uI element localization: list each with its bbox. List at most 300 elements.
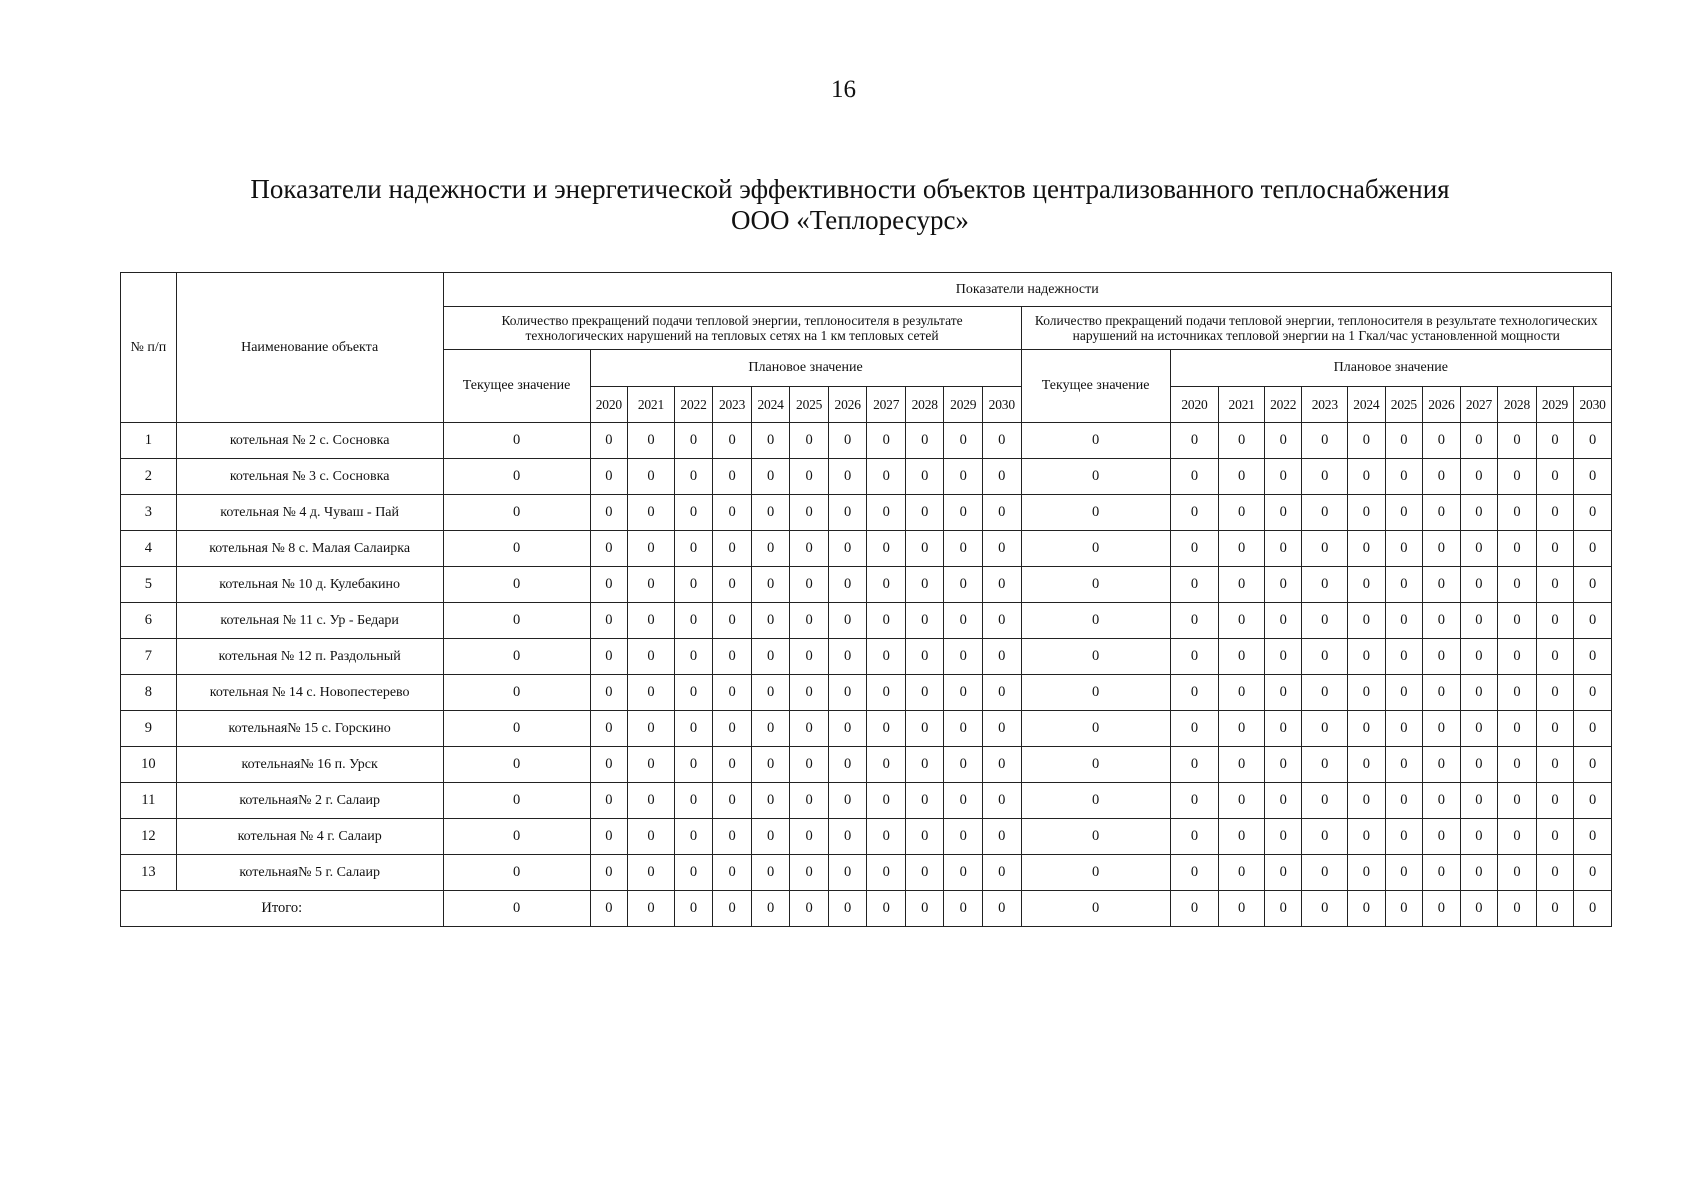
row-s1-planned-value: 0 [674, 675, 713, 711]
row-s2-planned-value: 0 [1536, 567, 1574, 603]
row-s2-current: 0 [1021, 711, 1170, 747]
row-s2-planned-value: 0 [1219, 567, 1265, 603]
row-s1-planned-value: 0 [674, 855, 713, 891]
row-s2-planned-value: 0 [1574, 747, 1612, 783]
row-s1-planned-value: 0 [751, 567, 790, 603]
row-s1-planned-value: 0 [944, 855, 983, 891]
header-s1-year: 2023 [713, 387, 752, 423]
header-s1-year: 2020 [590, 387, 628, 423]
row-s2-planned-value: 0 [1170, 747, 1219, 783]
row-s2-planned-value: 0 [1536, 819, 1574, 855]
row-number: 1 [121, 423, 177, 459]
row-s1-planned-value: 0 [590, 783, 628, 819]
row-s1-planned-value: 0 [828, 711, 867, 747]
row-s1-planned-value: 0 [674, 567, 713, 603]
row-s2-planned-value: 0 [1348, 819, 1386, 855]
row-s1-planned-value: 0 [983, 495, 1022, 531]
row-s2-planned-value: 0 [1170, 531, 1219, 567]
row-s1-planned-value: 0 [905, 423, 944, 459]
row-s2-planned-value: 0 [1460, 819, 1498, 855]
row-s2-planned-value: 0 [1460, 675, 1498, 711]
table-header [121, 273, 1612, 423]
row-s2-planned-value: 0 [1302, 459, 1348, 495]
page-number: 16 [831, 76, 856, 103]
row-s1-planned-value: 0 [590, 603, 628, 639]
row-s1-planned-value: 0 [944, 639, 983, 675]
row-s2-planned-value: 0 [1574, 711, 1612, 747]
row-s1-planned-value: 0 [790, 639, 829, 675]
row-s2-planned-value: 0 [1536, 855, 1574, 891]
header-number: № п/п [121, 273, 177, 423]
row-s2-planned-value: 0 [1460, 639, 1498, 675]
row-s1-planned-value: 0 [590, 855, 628, 891]
row-s2-planned-value: 0 [1264, 855, 1302, 891]
row-s2-planned-value: 0 [1302, 747, 1348, 783]
row-s2-planned-value: 0 [1423, 567, 1461, 603]
row-object-name: котельная№ 5 г. Салаир [176, 855, 443, 891]
row-s1-planned-value: 0 [674, 747, 713, 783]
row-s1-planned-value: 0 [628, 459, 675, 495]
row-s1-current: 0 [443, 495, 590, 531]
row-s2-planned-value: 0 [1536, 531, 1574, 567]
row-s1-planned-value: 0 [751, 855, 790, 891]
row-s2-planned-value: 0 [1460, 603, 1498, 639]
row-s1-planned-value: 0 [751, 459, 790, 495]
row-object-name: котельная № 3 с. Сосновка [176, 459, 443, 495]
row-s2-planned-value: 0 [1219, 639, 1265, 675]
row-s1-planned-value: 0 [983, 531, 1022, 567]
row-s1-planned-value: 0 [983, 603, 1022, 639]
row-s2-current: 0 [1021, 819, 1170, 855]
row-s2-planned-value: 0 [1536, 783, 1574, 819]
row-object-name: котельная № 10 д. Кулебакино [176, 567, 443, 603]
row-s1-planned-value: 0 [944, 747, 983, 783]
row-s2-planned-value: 0 [1574, 855, 1612, 891]
row-s2-planned-value: 0 [1385, 603, 1423, 639]
row-s1-planned-value: 0 [867, 639, 906, 675]
row-s2-planned-value: 0 [1460, 567, 1498, 603]
total-row [121, 891, 1612, 927]
row-s2-planned-value: 0 [1574, 675, 1612, 711]
row-object-name: котельная№ 15 с. Горскино [176, 711, 443, 747]
row-s1-planned-value: 0 [713, 603, 752, 639]
row-s1-planned-value: 0 [867, 495, 906, 531]
row-s1-planned-value: 0 [790, 783, 829, 819]
row-s1-planned-value: 0 [867, 747, 906, 783]
row-s1-planned-value: 0 [790, 819, 829, 855]
row-s2-planned-value: 0 [1460, 495, 1498, 531]
table-row [121, 531, 1612, 567]
row-number: 13 [121, 855, 177, 891]
row-object-name: котельная№ 2 г. Салаир [176, 783, 443, 819]
row-s2-current: 0 [1021, 855, 1170, 891]
row-number: 10 [121, 747, 177, 783]
header-s2-year: 2029 [1536, 387, 1574, 423]
row-s1-planned-value: 0 [867, 423, 906, 459]
row-s1-planned-value: 0 [713, 819, 752, 855]
total-s1-planned-value: 0 [713, 891, 752, 927]
title-line-2: ООО «Теплоресурс» [731, 205, 969, 235]
row-s1-planned-value: 0 [867, 567, 906, 603]
row-s1-current: 0 [443, 423, 590, 459]
row-s1-planned-value: 0 [905, 747, 944, 783]
header-s1-planned: Плановое значение [590, 350, 1021, 387]
table-row [121, 747, 1612, 783]
row-s1-planned-value: 0 [944, 459, 983, 495]
row-s2-planned-value: 0 [1536, 459, 1574, 495]
total-s2-planned-value: 0 [1498, 891, 1537, 927]
row-s1-current: 0 [443, 603, 590, 639]
row-s2-planned-value: 0 [1264, 639, 1302, 675]
document-title [180, 174, 1520, 236]
row-s1-planned-value: 0 [828, 423, 867, 459]
row-s2-planned-value: 0 [1536, 747, 1574, 783]
total-s1-planned-value: 0 [674, 891, 713, 927]
row-s1-current: 0 [443, 783, 590, 819]
row-s1-planned-value: 0 [828, 603, 867, 639]
header-s2-year: 2025 [1385, 387, 1423, 423]
row-s1-planned-value: 0 [983, 675, 1022, 711]
row-s1-planned-value: 0 [628, 855, 675, 891]
row-s1-planned-value: 0 [944, 675, 983, 711]
row-s1-planned-value: 0 [905, 603, 944, 639]
row-s1-planned-value: 0 [590, 567, 628, 603]
row-s2-planned-value: 0 [1219, 495, 1265, 531]
row-s1-planned-value: 0 [713, 423, 752, 459]
row-number: 8 [121, 675, 177, 711]
row-object-name: котельная№ 16 п. Урск [176, 747, 443, 783]
row-s1-planned-value: 0 [867, 603, 906, 639]
total-s2-current: 0 [1021, 891, 1170, 927]
row-s2-planned-value: 0 [1498, 639, 1537, 675]
row-object-name: котельная № 4 д. Чуваш - Пай [176, 495, 443, 531]
header-s2-year: 2023 [1302, 387, 1348, 423]
row-number: 9 [121, 711, 177, 747]
row-s2-planned-value: 0 [1348, 783, 1386, 819]
total-s2-planned-value: 0 [1423, 891, 1461, 927]
row-s1-planned-value: 0 [828, 567, 867, 603]
row-s2-current: 0 [1021, 783, 1170, 819]
total-s2-planned-value: 0 [1348, 891, 1386, 927]
row-s2-planned-value: 0 [1302, 567, 1348, 603]
row-s2-current: 0 [1021, 459, 1170, 495]
row-s2-planned-value: 0 [1302, 711, 1348, 747]
row-s2-planned-value: 0 [1302, 819, 1348, 855]
row-s1-planned-value: 0 [628, 567, 675, 603]
row-s2-planned-value: 0 [1460, 855, 1498, 891]
table-row [121, 603, 1612, 639]
row-s2-planned-value: 0 [1574, 819, 1612, 855]
total-s2-planned-value: 0 [1536, 891, 1574, 927]
row-s2-planned-value: 0 [1348, 531, 1386, 567]
row-s1-planned-value: 0 [674, 639, 713, 675]
header-section-networks: Количество прекращений подачи тепловой энергии, теплоносителя в результате технологических нарушений на тепловых сетях на 1 км тепловых сетей [443, 307, 1021, 350]
row-s2-planned-value: 0 [1423, 639, 1461, 675]
row-s2-current: 0 [1021, 567, 1170, 603]
row-s2-current: 0 [1021, 495, 1170, 531]
header-s2-year: 2022 [1264, 387, 1302, 423]
row-s2-planned-value: 0 [1498, 747, 1537, 783]
row-s2-planned-value: 0 [1385, 819, 1423, 855]
row-s2-planned-value: 0 [1460, 747, 1498, 783]
table-row [121, 855, 1612, 891]
row-s1-planned-value: 0 [628, 747, 675, 783]
row-s2-planned-value: 0 [1348, 495, 1386, 531]
row-s1-planned-value: 0 [590, 675, 628, 711]
row-s2-planned-value: 0 [1348, 747, 1386, 783]
row-s1-planned-value: 0 [628, 531, 675, 567]
row-s2-planned-value: 0 [1574, 423, 1612, 459]
header-s1-year: 2025 [790, 387, 829, 423]
row-s2-planned-value: 0 [1536, 423, 1574, 459]
row-s2-planned-value: 0 [1348, 567, 1386, 603]
row-s1-planned-value: 0 [867, 459, 906, 495]
row-s1-planned-value: 0 [983, 423, 1022, 459]
row-s1-planned-value: 0 [713, 747, 752, 783]
row-s2-planned-value: 0 [1264, 459, 1302, 495]
row-s1-planned-value: 0 [590, 423, 628, 459]
row-object-name: котельная № 8 с. Малая Салаирка [176, 531, 443, 567]
row-s1-planned-value: 0 [790, 603, 829, 639]
row-s2-planned-value: 0 [1385, 423, 1423, 459]
row-s1-planned-value: 0 [751, 423, 790, 459]
table-row [121, 459, 1612, 495]
row-s2-planned-value: 0 [1170, 423, 1219, 459]
total-s1-planned-value: 0 [828, 891, 867, 927]
row-s2-planned-value: 0 [1423, 711, 1461, 747]
row-s1-planned-value: 0 [905, 783, 944, 819]
row-s2-planned-value: 0 [1219, 531, 1265, 567]
row-s2-planned-value: 0 [1498, 567, 1537, 603]
row-s2-planned-value: 0 [1460, 459, 1498, 495]
row-s1-planned-value: 0 [983, 459, 1022, 495]
row-s1-planned-value: 0 [790, 855, 829, 891]
row-s2-planned-value: 0 [1423, 855, 1461, 891]
row-s2-planned-value: 0 [1385, 855, 1423, 891]
row-s1-planned-value: 0 [590, 819, 628, 855]
row-s2-planned-value: 0 [1423, 675, 1461, 711]
row-s1-current: 0 [443, 639, 590, 675]
row-number: 5 [121, 567, 177, 603]
header-section-sources: Количество прекращений подачи тепловой энергии, теплоносителя в результате технологических нарушений на источниках тепловой энергии на 1 Гкал/час установленной мощности [1021, 307, 1611, 350]
row-s2-planned-value: 0 [1385, 567, 1423, 603]
row-s1-planned-value: 0 [628, 783, 675, 819]
row-s2-planned-value: 0 [1574, 783, 1612, 819]
row-s1-planned-value: 0 [790, 711, 829, 747]
reliability-table [120, 272, 1612, 927]
row-s1-current: 0 [443, 675, 590, 711]
header-s1-year: 2029 [944, 387, 983, 423]
row-s2-planned-value: 0 [1219, 855, 1265, 891]
title-line-1: Показатели надежности и энергетической эффективности объектов централизованного теплоснабжения [250, 174, 1450, 204]
row-number: 11 [121, 783, 177, 819]
header-s1-current: Текущее значение [443, 350, 590, 423]
header-s2-year: 2027 [1460, 387, 1498, 423]
row-s2-current: 0 [1021, 747, 1170, 783]
row-s1-planned-value: 0 [905, 711, 944, 747]
row-s1-planned-value: 0 [944, 783, 983, 819]
row-s2-planned-value: 0 [1170, 819, 1219, 855]
row-s1-planned-value: 0 [983, 747, 1022, 783]
row-s2-planned-value: 0 [1498, 819, 1537, 855]
row-s2-planned-value: 0 [1498, 459, 1537, 495]
row-s2-planned-value: 0 [1574, 531, 1612, 567]
row-s2-planned-value: 0 [1536, 495, 1574, 531]
row-s2-planned-value: 0 [1219, 819, 1265, 855]
row-s1-planned-value: 0 [713, 855, 752, 891]
row-s2-planned-value: 0 [1302, 531, 1348, 567]
row-s2-planned-value: 0 [1348, 711, 1386, 747]
row-s1-planned-value: 0 [867, 675, 906, 711]
row-s1-planned-value: 0 [674, 531, 713, 567]
row-s2-planned-value: 0 [1170, 783, 1219, 819]
row-s2-planned-value: 0 [1264, 747, 1302, 783]
row-s1-planned-value: 0 [751, 531, 790, 567]
row-s1-planned-value: 0 [713, 495, 752, 531]
row-s1-planned-value: 0 [628, 423, 675, 459]
row-number: 12 [121, 819, 177, 855]
row-s2-planned-value: 0 [1423, 747, 1461, 783]
row-s1-planned-value: 0 [590, 639, 628, 675]
table-row [121, 675, 1612, 711]
row-s1-current: 0 [443, 459, 590, 495]
row-s1-planned-value: 0 [751, 639, 790, 675]
total-s2-planned-value: 0 [1385, 891, 1423, 927]
total-s1-planned-value: 0 [905, 891, 944, 927]
row-s1-planned-value: 0 [628, 639, 675, 675]
table-body [121, 423, 1612, 927]
row-s1-planned-value: 0 [828, 459, 867, 495]
row-s1-planned-value: 0 [628, 675, 675, 711]
row-s1-planned-value: 0 [828, 819, 867, 855]
row-s2-planned-value: 0 [1460, 711, 1498, 747]
total-s1-planned-value: 0 [751, 891, 790, 927]
row-s1-planned-value: 0 [983, 567, 1022, 603]
row-s2-planned-value: 0 [1264, 819, 1302, 855]
header-s2-year: 2026 [1423, 387, 1461, 423]
row-s1-current: 0 [443, 747, 590, 783]
row-s2-planned-value: 0 [1170, 567, 1219, 603]
total-s2-planned-value: 0 [1460, 891, 1498, 927]
table-row [121, 819, 1612, 855]
row-object-name: котельная № 12 п. Раздольный [176, 639, 443, 675]
row-number: 2 [121, 459, 177, 495]
row-s2-planned-value: 0 [1264, 495, 1302, 531]
total-s1-planned-value: 0 [867, 891, 906, 927]
row-s1-planned-value: 0 [713, 783, 752, 819]
row-s1-planned-value: 0 [944, 567, 983, 603]
row-number: 3 [121, 495, 177, 531]
row-s2-planned-value: 0 [1264, 423, 1302, 459]
row-s2-planned-value: 0 [1385, 459, 1423, 495]
row-s1-planned-value: 0 [751, 819, 790, 855]
row-s1-planned-value: 0 [867, 819, 906, 855]
row-object-name: котельная № 11 с. Ур - Бедари [176, 603, 443, 639]
row-s2-current: 0 [1021, 423, 1170, 459]
table-row [121, 711, 1612, 747]
row-s1-planned-value: 0 [674, 459, 713, 495]
row-s2-planned-value: 0 [1302, 675, 1348, 711]
row-s1-planned-value: 0 [790, 495, 829, 531]
row-s1-planned-value: 0 [867, 531, 906, 567]
total-s1-planned-value: 0 [944, 891, 983, 927]
row-s2-planned-value: 0 [1219, 603, 1265, 639]
row-object-name: котельная № 2 с. Сосновка [176, 423, 443, 459]
row-object-name: котельная № 4 г. Салаир [176, 819, 443, 855]
row-s2-planned-value: 0 [1170, 711, 1219, 747]
row-s2-planned-value: 0 [1574, 495, 1612, 531]
header-s1-year: 2027 [867, 387, 906, 423]
row-s2-planned-value: 0 [1264, 567, 1302, 603]
row-s1-planned-value: 0 [828, 855, 867, 891]
row-s2-planned-value: 0 [1302, 495, 1348, 531]
row-s2-planned-value: 0 [1348, 423, 1386, 459]
row-s2-current: 0 [1021, 639, 1170, 675]
total-s1-planned-value: 0 [628, 891, 675, 927]
row-s1-planned-value: 0 [905, 567, 944, 603]
row-s2-planned-value: 0 [1423, 423, 1461, 459]
row-s1-current: 0 [443, 711, 590, 747]
row-s1-planned-value: 0 [751, 783, 790, 819]
row-s1-planned-value: 0 [828, 747, 867, 783]
row-s2-planned-value: 0 [1219, 783, 1265, 819]
row-s2-planned-value: 0 [1302, 783, 1348, 819]
row-s1-planned-value: 0 [713, 675, 752, 711]
row-s2-planned-value: 0 [1219, 747, 1265, 783]
row-s2-planned-value: 0 [1423, 783, 1461, 819]
row-s2-current: 0 [1021, 675, 1170, 711]
row-s2-planned-value: 0 [1264, 675, 1302, 711]
row-s2-current: 0 [1021, 603, 1170, 639]
row-s1-planned-value: 0 [751, 675, 790, 711]
header-s2-year: 2021 [1219, 387, 1265, 423]
row-s2-planned-value: 0 [1460, 783, 1498, 819]
row-s2-planned-value: 0 [1348, 675, 1386, 711]
table-row [121, 639, 1612, 675]
header-reliability-group: Показатели надежности [443, 273, 1611, 307]
row-s2-planned-value: 0 [1302, 423, 1348, 459]
row-s2-planned-value: 0 [1574, 567, 1612, 603]
header-s1-year: 2024 [751, 387, 790, 423]
total-s1-current: 0 [443, 891, 590, 927]
header-s2-planned: Плановое значение [1170, 350, 1611, 387]
row-s2-planned-value: 0 [1170, 459, 1219, 495]
row-s2-planned-value: 0 [1498, 531, 1537, 567]
header-s1-year: 2021 [628, 387, 675, 423]
row-s2-planned-value: 0 [1264, 603, 1302, 639]
row-s1-planned-value: 0 [751, 747, 790, 783]
table-row [121, 495, 1612, 531]
row-s1-planned-value: 0 [674, 495, 713, 531]
header-s2-year: 2028 [1498, 387, 1537, 423]
row-s2-planned-value: 0 [1536, 603, 1574, 639]
row-object-name: котельная № 14 с. Новопестерево [176, 675, 443, 711]
table-row [121, 423, 1612, 459]
row-s1-current: 0 [443, 531, 590, 567]
row-s1-planned-value: 0 [713, 459, 752, 495]
row-s1-planned-value: 0 [905, 855, 944, 891]
row-s2-planned-value: 0 [1385, 531, 1423, 567]
row-number: 6 [121, 603, 177, 639]
row-s2-planned-value: 0 [1302, 603, 1348, 639]
header-s2-year: 2020 [1170, 387, 1219, 423]
row-s1-planned-value: 0 [751, 711, 790, 747]
row-s2-planned-value: 0 [1219, 423, 1265, 459]
row-s1-planned-value: 0 [944, 603, 983, 639]
row-s2-planned-value: 0 [1264, 783, 1302, 819]
row-s1-planned-value: 0 [790, 423, 829, 459]
header-s2-year: 2024 [1348, 387, 1386, 423]
